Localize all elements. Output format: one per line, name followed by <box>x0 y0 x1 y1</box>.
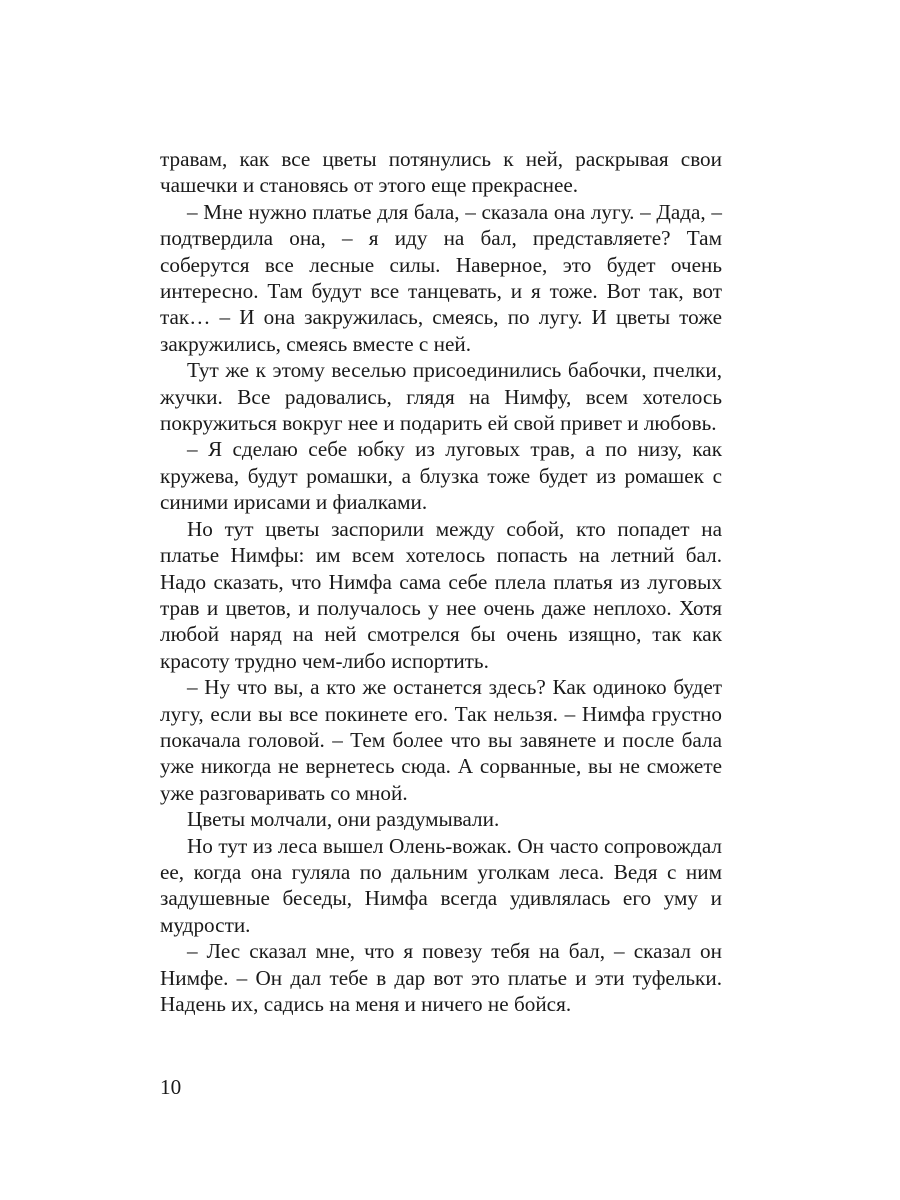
paragraph: Цветы молчали, они раздумывали. <box>187 807 500 832</box>
paragraph: – Я сделаю себе юбку из луговых трав, а по низу, как кружева, будут ромашки, а блузка тоже будет из ромашек с синими ирисами и фиалками. <box>160 437 722 515</box>
paragraph: – Лес сказал мне, что я повезу тебя на бал, – сказал он Нимфе. – Он дал тебе в дар вот это платье и эти туфельки. Надень их, садись на меня и ничего не бойся. <box>160 939 722 1016</box>
body-text <box>160 146 722 1017</box>
paragraph: Тут же к этому веселью присоединились бабочки, пчелки, жучки. Все радовались, глядя на Нимфу, всем хотелось покружиться вокруг нее и подарить ей свой привет и любовь. <box>160 358 722 436</box>
paragraph: травам, как все цветы потянулись к ней, раскрывая свои чашечки и становясь от этого еще прекраснее. <box>160 147 722 198</box>
paragraph: Но тут цветы заспорили между собой, кто попадет на платье Нимфы: им всем хотелось попасть на летний бал. Надо сказать, что Нимфа сама себе плела платья из луговых трав и цветов, и получалось у нее очень даже неплохо. Хотя любой наряд на ней смотрелся бы очень изящно, так как красоту трудно чем-либо испортить. <box>160 516 722 673</box>
paragraph: – Ну что вы, а кто же останется здесь? Как одиноко будет лугу, если вы все покинете его. Так нельзя. – Нимфа грустно покачала головой. – Тем более что вы завянете и после бала уже никогда не вернетесь сюда. А сорванные, вы не сможете уже разговаривать со мной. <box>160 675 722 805</box>
paragraph: – Мне нужно платье для бала, – сказала она лугу. – Дада, – подтвердила она, – я иду на бал, представляете? Там соберутся все лесные силы. Наверное, это будет очень интересно. Там будут все танцевать, и я тоже. Вот так, вот так… – И она закружилась, смеясь, по лугу. И цветы тоже закружились, смеясь вместе с ней. <box>160 199 722 356</box>
paragraph: Но тут из леса вышел Олень-вожак. Он часто сопровождал ее, когда она гуляла по дальним уголкам леса. Ведя с ним задушевные беседы, Нимфа всегда удивлялась его уму и мудрости. <box>160 833 722 937</box>
page-number: 10 <box>160 1075 182 1099</box>
